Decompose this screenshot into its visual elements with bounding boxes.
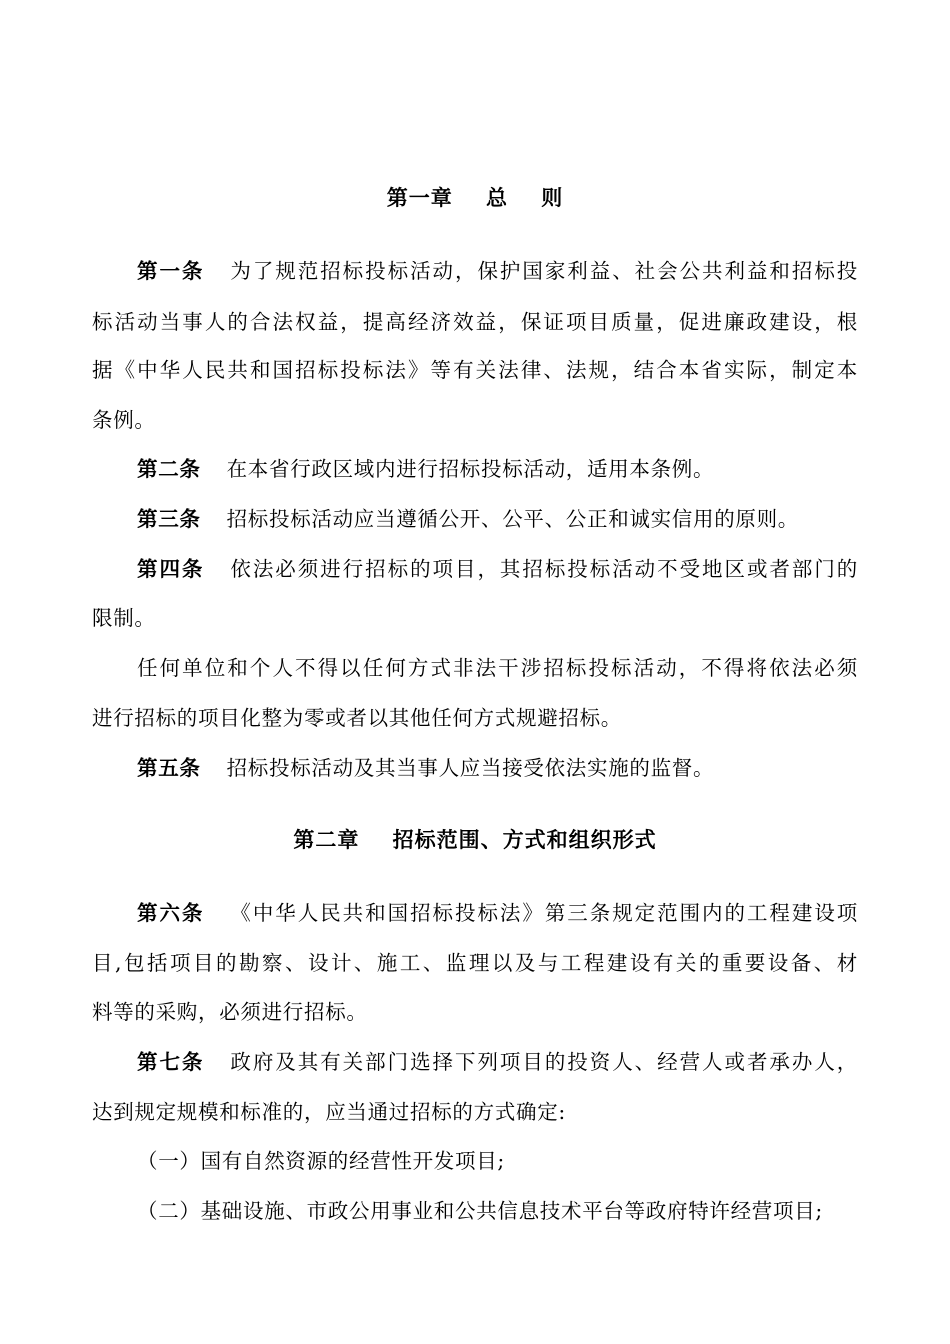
article-1-line-2: 标活动当事人的合法权益，提高经济效益，保证项目质量，促进廉政建设，根 xyxy=(92,310,858,334)
chapter-1-heading: 第一章 总 则 xyxy=(386,186,564,210)
article-1-line-1 xyxy=(137,259,858,283)
article-label: 第五条 xyxy=(137,756,201,780)
article-text: 招标投标活动应当遵循公开、公平、公正和诚实信用的原则。 xyxy=(226,507,800,531)
article-1-line-4: 条例。 xyxy=(92,408,156,432)
article-label: 第七条 xyxy=(137,1050,205,1074)
article-7-line-2: 达到规定规模和标准的，应当通过招标的方式确定: xyxy=(92,1100,567,1124)
article-6-line-1 xyxy=(137,901,858,925)
article-4-line-1 xyxy=(137,557,858,581)
article-7-line-1 xyxy=(137,1050,858,1074)
article-7-item-2: （二）基础设施、市政公用事业和公共信息技术平台等政府特许经营项目; xyxy=(137,1199,824,1223)
article-4-para-2-line-1: 任何单位和个人不得以任何方式非法干涉招标投标活动，不得将依法必须 xyxy=(137,656,858,680)
article-label: 第六条 xyxy=(137,901,205,925)
article-label: 第二条 xyxy=(137,457,201,481)
article-6-line-3: 料等的采购，必须进行招标。 xyxy=(92,1000,368,1024)
article-5-line-1 xyxy=(137,756,714,780)
article-7-item-1: （一）国有自然资源的经营性开发项目; xyxy=(137,1149,506,1173)
article-2-line-1 xyxy=(137,457,714,481)
article-text: 《中华人民共和国招标投标法》第三条规定范围内的工程建设项 xyxy=(230,901,858,925)
article-text: 依法必须进行招标的项目，其招标投标活动不受地区或者部门的 xyxy=(230,557,858,581)
article-6-line-2: 目,包括项目的勘察、设计、施工、监理以及与工程建设有关的重要设备、材 xyxy=(92,951,858,975)
article-label: 第一条 xyxy=(137,259,205,283)
article-text: 为了规范招标投标活动，保护国家利益、社会公共利益和招标投 xyxy=(230,259,858,283)
article-3-line-1 xyxy=(137,507,799,531)
article-text: 在本省行政区域内进行招标投标活动，适用本条例。 xyxy=(226,457,715,481)
article-label: 第四条 xyxy=(137,557,205,581)
article-4-line-2: 限制。 xyxy=(92,606,156,630)
article-1-line-3: 据《中华人民共和国招标投标法》等有关法律、法规，结合本省实际，制定本 xyxy=(92,358,858,382)
article-4-para-2-line-2: 进行招标的项目化整为零或者以其他任何方式规避招标。 xyxy=(92,706,622,730)
article-text: 政府及其有关部门选择下列项目的投资人、经营人或者承办人， xyxy=(230,1050,858,1074)
chapter-2-heading: 第二章 招标范围、方式和组织形式 xyxy=(293,828,657,852)
article-label: 第三条 xyxy=(137,507,201,531)
article-text: 招标投标活动及其当事人应当接受依法实施的监督。 xyxy=(226,756,715,780)
